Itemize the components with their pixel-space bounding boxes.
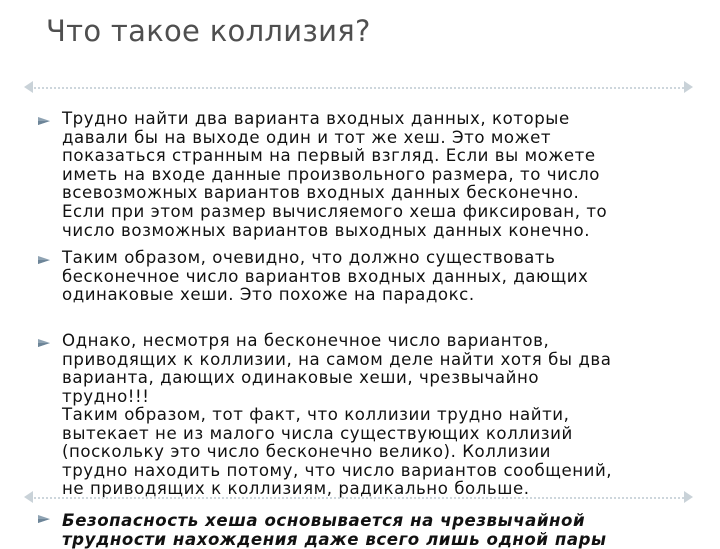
triangle-knob-icon [684, 491, 693, 503]
slide-title: Что такое коллизия? [46, 14, 371, 48]
bullet-text-4: Безопасность хеша основывается на чрезвычайной трудности нахождения даже всего лишь одной пары [62, 511, 607, 549]
bullet-3-continuation: Таким образом, тот факт, что коллизии трудно найти, вытекает не из малого числа существующих коллизий (поскольку это число бесконечно велико). Коллизии трудно находить потому, что число вариантов сообщений, не приводящих к коллизиям, радикально больше. [62, 405, 613, 499]
bullet-text-2: Таким образом, очевидно, что должно существовать бесконечное число вариантов входных данных, дающих одинаковые хеши. Это похоже на парадокс. [62, 248, 589, 305]
triangle-bullet-icon [37, 514, 51, 524]
triangle-knob-icon [24, 491, 33, 503]
bottom-divider [34, 497, 684, 499]
triangle-bullet-icon [37, 338, 51, 348]
triangle-bullet-icon [37, 116, 51, 126]
bullet-text-3: Однако, несмотря на бесконечное число вариантов, приводящих к коллизии, на самом деле найти хотя бы два варианта, дающих одинаковые хеши, чрезвычайно трудно!!! [62, 331, 612, 406]
bullet-text-1: Трудно найти два варианта входных данных, которые давали бы на выходе один и тот же хеш. Это может показаться странным на первый взгляд. Если вы можете иметь на входе данные произвольного размера, то число всевозможных вариантов входных данных бесконечно. Если при этом размер вычисляемого хеша фиксирован, то число возможных вариантов выходных данных конечно. [62, 109, 608, 240]
triangle-bullet-icon [37, 255, 51, 265]
